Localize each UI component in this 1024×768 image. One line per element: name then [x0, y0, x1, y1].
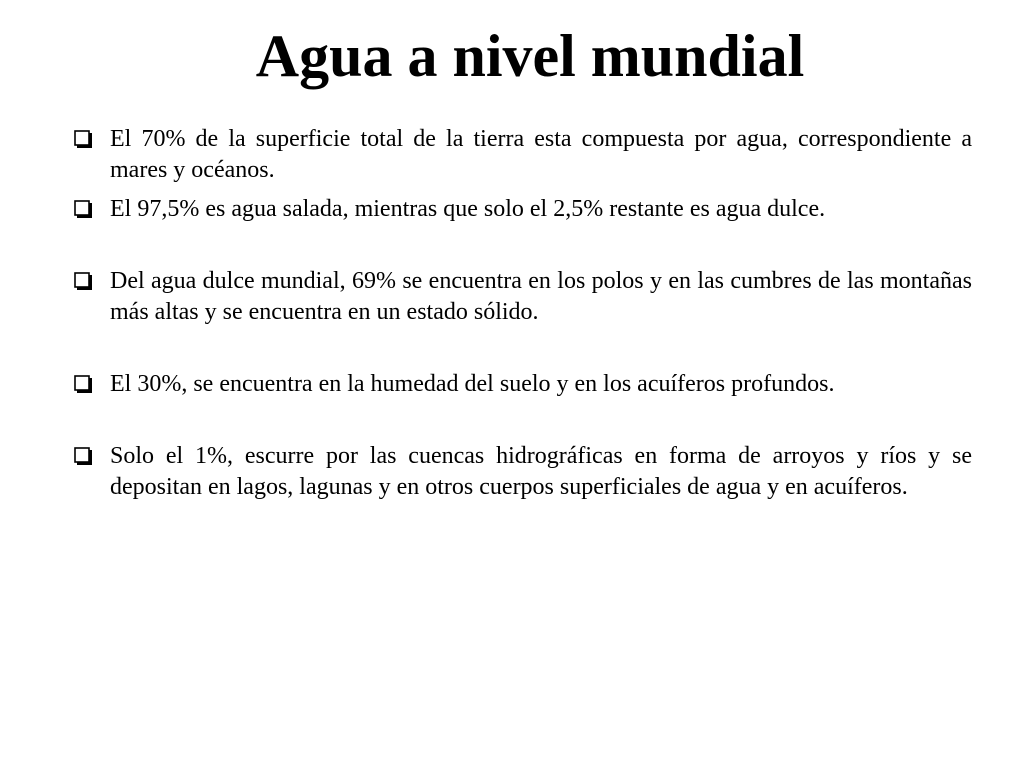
- bullet-item: [74, 266, 972, 328]
- checkbox-square-icon: [74, 272, 93, 291]
- checkbox-square-icon: [74, 200, 93, 219]
- bullet-item: [74, 124, 972, 186]
- bullet-text: Del agua dulce mundial, 69% se encuentra en los polos y en las cumbres de las montañas más altas y se encuentra en un estado sólido.: [110, 268, 972, 325]
- bullet-item: [74, 194, 972, 225]
- bullet-item: [74, 441, 972, 503]
- bullet-text: El 30%, se encuentra en la humedad del suelo y en los acuíferos profundos.: [110, 371, 835, 397]
- bullet-text: Solo el 1%, escurre por las cuencas hidrográficas en forma de arroyos y ríos y se depositan en lagos, lagunas y en otros cuerpos superficiales de agua y en acuíferos.: [110, 443, 972, 500]
- checkbox-square-icon: [74, 375, 93, 394]
- checkbox-square-icon: [74, 447, 93, 466]
- bullet-text: El 70% de la superficie total de la tierra esta compuesta por agua, correspondiente a mares y océanos.: [110, 126, 972, 183]
- bullet-text: El 97,5% es agua salada, mientras que solo el 2,5% restante es agua dulce.: [110, 196, 826, 222]
- bullet-list: [74, 124, 972, 503]
- slide-title: Agua a nivel mundial: [255, 23, 805, 89]
- bullet-item: [74, 369, 972, 400]
- checkbox-square-icon: [74, 130, 93, 149]
